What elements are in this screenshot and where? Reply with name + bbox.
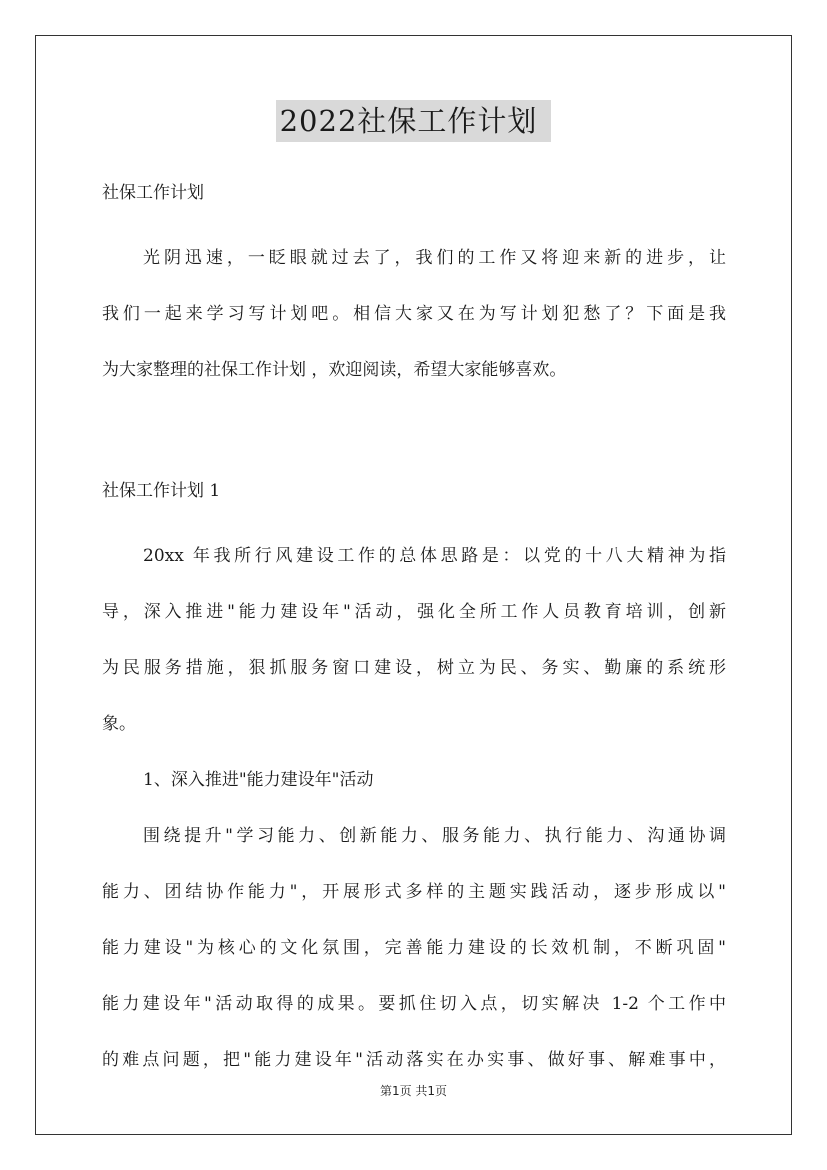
paragraph-2 [102, 817, 726, 1079]
paragraph-line: 光阴迅速，一眨眼就过去了，我们的工作又将迎来新的进步，让 [143, 248, 726, 268]
paragraph-1 [102, 537, 726, 743]
subheading: 1、深入推进"能力建设年"活动 [143, 770, 374, 790]
paragraph-line: 围绕提升"学习能力、创新能力、服务能力、执行能力、沟通协调 [143, 826, 726, 846]
paragraph-line: 我们一起来学习写计划吧。相信大家又在为写计划犯愁了？下面是我 [102, 304, 726, 324]
paragraph-line: 为大家整理的社保工作计划 ，欢迎阅读，希望大家能够喜欢。 [102, 360, 567, 380]
intro-paragraph [102, 239, 726, 389]
title-container [0, 100, 827, 142]
document-body [102, 174, 726, 1079]
paragraph-line: 能力、团结协作能力"，开展形式多样的主题实践活动，逐步形成以" [102, 882, 726, 902]
paragraph-line: 的难点问题，把"能力建设年"活动落实在办实事、做好事、解难事中， [102, 1050, 726, 1070]
paragraph-line: 导，深入推进"能力建设年"活动，强化全所工作人员教育培训，创新 [102, 602, 726, 622]
paragraph-line: 能力建设"为核心的文化氛围，完善能力建设的长效机制，不断巩固" [102, 938, 726, 958]
paragraph-line: 为民服务措施，狠抓服务窗口建设，树立为民、务实、勤廉的系统形 [102, 658, 726, 678]
intro-heading: 社保工作计划 [102, 183, 204, 203]
section-heading: 社保工作计划 1 [102, 481, 221, 501]
page-footer: 第1页 共1页 [379, 1084, 448, 1098]
paragraph-line: 象。 [102, 714, 136, 734]
document-title: 2022社保工作计划 [276, 100, 552, 142]
paragraph-line: 20xx 年我所行风建设工作的总体思路是：以党的十八大精神为指 [143, 546, 726, 566]
paragraph-line: 能力建设年"活动取得的成果。要抓住切入点，切实解决 1-2 个工作中 [102, 994, 726, 1014]
